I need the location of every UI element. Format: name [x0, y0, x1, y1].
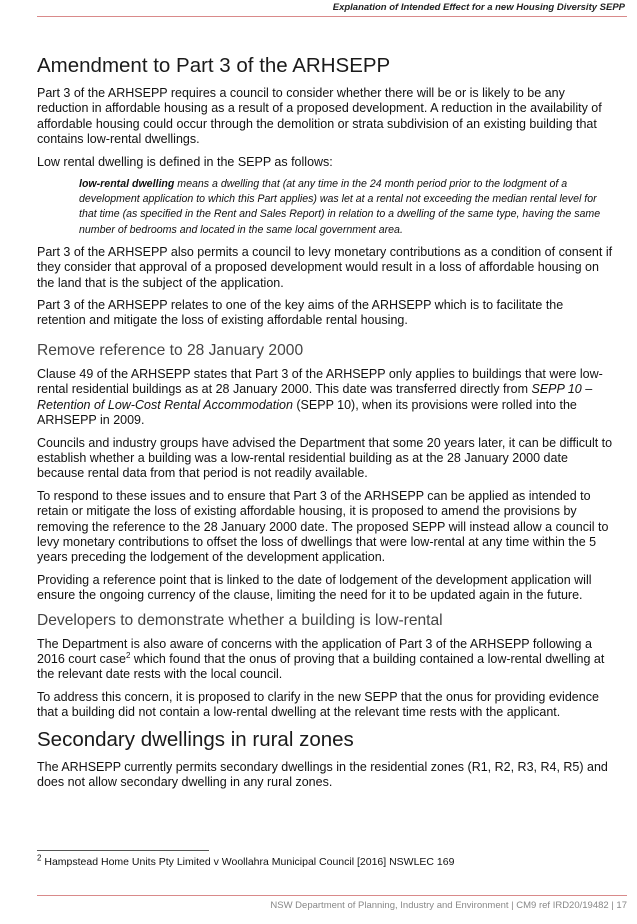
footnote-divider	[37, 850, 209, 851]
footnote-marker: 2	[37, 853, 42, 863]
footnote	[37, 853, 455, 869]
text-run: which found that the onus of proving that a building contained a low-rental dwelling at the relevant date rests with the local council.	[37, 651, 605, 682]
paragraph: Part 3 of the ARHSEPP relates to one of the key aims of the ARHSEPP which is to facilitate the retention and mitigate the loss of existing affordable rental housing.	[37, 298, 564, 328]
paragraph: Providing a reference point that is linked to the date of lodgement of the development application will ensure the ongoing currency of the clause, limiting the need for it to be updated again in the future.	[37, 572, 592, 603]
subheading-developers-demonstrate: Developers to demonstrate whether a building is low-rental	[37, 611, 443, 629]
definition-block	[79, 177, 615, 238]
footnote-text: Hampstead Home Units Pty Limited v Woollahra Municipal Council [2016] NSWLEC 169	[41, 856, 455, 868]
paragraph	[37, 637, 615, 683]
paragraph: Part 3 of the ARHSEPP also permits a council to levy monetary contributions as a condition of consent if they consider that approval of a proposed development would result in a loss of affordable housing on the land that is the subject of the application.	[37, 244, 613, 290]
paragraph: To respond to these issues and to ensure that Part 3 of the ARHSEPP can be applied as intended to retain or mitigate the loss of existing affordable housing, it is proposed to amend the provisions by removing the reference to the 28 January 2000 date. The proposed SEPP will instead allow a council to levy monetary contributions to offset the loss of dwellings that were low-rental at any time within the 5 years preceding the lodgement of the development application.	[37, 488, 609, 565]
paragraph: Part 3 of the ARHSEPP requires a council to consider whether there will be or is likely to be any reduction in affordable housing as a result of a proposed development. A reduction in the availability of affordable housing could occur through the demolition or strata subdivision of an existing building that contains low-rental dwellings.	[37, 86, 602, 147]
paragraph: Councils and industry groups have advised the Department that some 20 years later, it can be difficult to establish whether a building was a low-rental residential building as at the 28 January 2000 date because rental data from that period is not readily available.	[37, 435, 613, 481]
definition-text: means a dwelling that (at any time in the 24 month period prior to the lodgment of a development application to which this Part applies) was let at a rental not exceeding the median rental level for that time (as specified in the Rent and Sales Report) in relation to a dwelling of the same type, having the same number of bedrooms and located in the same local government area.	[79, 178, 601, 236]
footer-divider	[37, 895, 627, 896]
running-header-title: Explanation of Intended Effect for a new Housing Diversity SEPP	[332, 2, 625, 13]
text-run: (SEPP 10), when its provisions were rolled into the ARHSEPP in 2009.	[37, 397, 577, 428]
header-divider	[37, 16, 627, 17]
paragraph: To address this concern, it is proposed to clarify in the new SEPP that the onus for providing evidence that a building did not contain a low-rental dwelling at the relevant time rests with the applicant.	[37, 689, 599, 720]
page-body	[37, 54, 615, 797]
text-run: The Department is also aware of concerns with the application of Part 3 of the ARHSEPP following a 2016 court case	[37, 636, 592, 666]
subheading-remove-reference: Remove reference to 28 January 2000	[37, 341, 304, 359]
section-heading-amendment-part3: Amendment to Part 3 of the ARHSEPP	[37, 54, 391, 77]
page-footer: NSW Department of Planning, Industry and Environment | CM9 ref IRD20/19482 | 17	[270, 900, 627, 911]
paragraph: Low rental dwelling is defined in the SEPP as follows:	[37, 154, 333, 169]
text-run: Clause 49 of the ARHSEPP states that Part 3 of the ARHSEPP only applies to buildings that were low-rental residential buildings as at 28 January 2000. This date was transferred directly from	[37, 366, 603, 397]
section-heading-secondary-dwellings: Secondary dwellings in rural zones	[37, 727, 354, 751]
paragraph: The ARHSEPP currently permits secondary dwellings in the residential zones (R1, R2, R3, R4, R5) and does not allow secondary dwelling in any rural zones.	[37, 759, 608, 789]
italic-citation: SEPP 10 – Retention of Low-Cost Rental Accommodation	[37, 382, 593, 412]
footnote-ref[interactable]: 2	[125, 650, 131, 660]
definition-term: low-rental dwelling	[79, 178, 175, 191]
paragraph	[37, 367, 615, 429]
